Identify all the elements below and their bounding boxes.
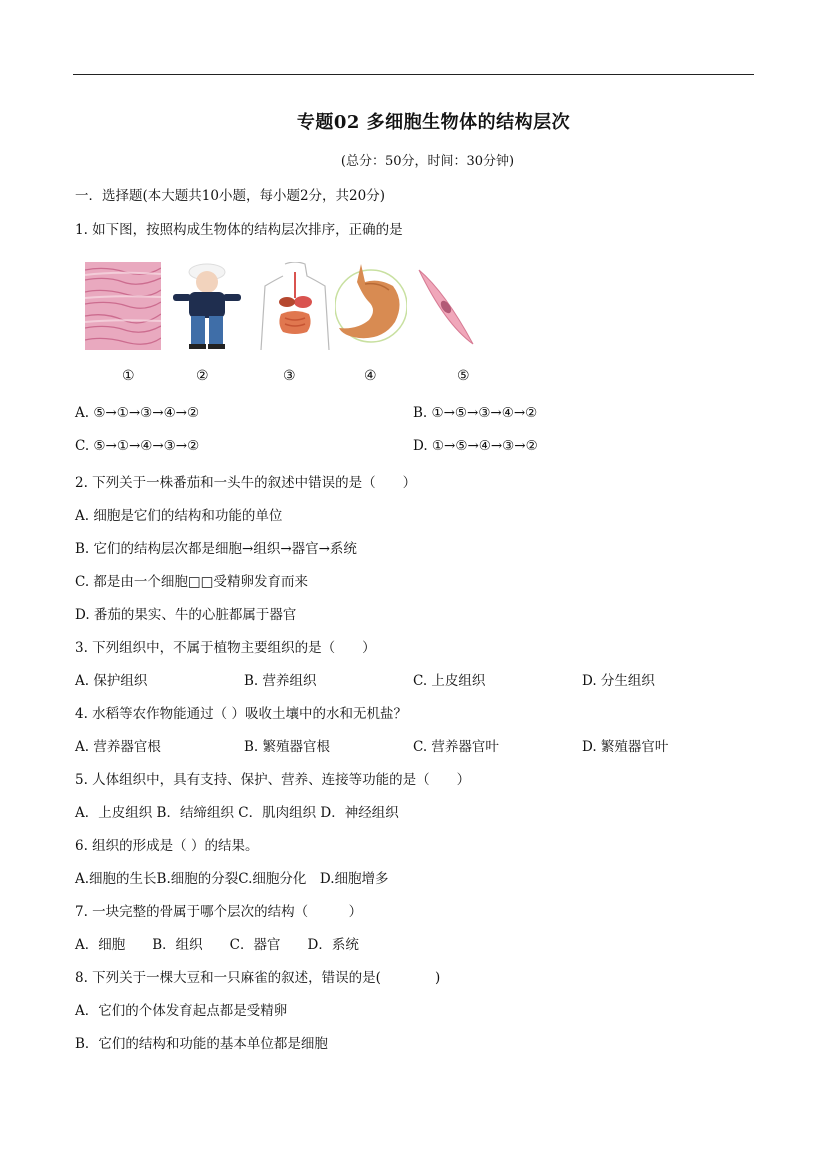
- q8-option-b: B．它们的结构和功能的基本单位都是细胞: [75, 1036, 328, 1052]
- q3-option-d: D. 分生组织: [582, 673, 655, 689]
- question-1-stem: 1. 如下图，按照构成生物体的结构层次排序，正确的是: [75, 222, 403, 238]
- figure-label-4: ④: [364, 368, 377, 384]
- q1-option-a: A. ⑤→①→③→④→②: [75, 405, 200, 421]
- question-5-stem: 5. 人体组织中，具有支持、保护、营养、连接等功能的是（ ）: [75, 772, 471, 788]
- header-rule: [73, 74, 754, 75]
- q6-options: A.细胞的生长B.细胞的分裂C.细胞分化 D.细胞增多: [75, 871, 389, 887]
- baby-image: [163, 262, 253, 350]
- q2-option-c: C. 都是由一个细胞□□受精卵发育而来: [75, 574, 308, 590]
- muscle-tissue-image: [85, 262, 161, 350]
- question-2-stem: 2. 下列关于一株番茄和一头牛的叙述中错误的是（ ）: [75, 475, 417, 491]
- q8-option-a: A．它们的个体发育起点都是受精卵: [75, 1003, 288, 1019]
- q4-option-a: A. 营养器官根: [75, 739, 161, 755]
- question-4-stem: 4. 水稻等农作物能通过（ ）吸收土壤中的水和无机盐？: [75, 706, 407, 722]
- q4-option-b: B. 繁殖器官根: [244, 739, 331, 755]
- q4-option-c: C. 营养器官叶: [413, 739, 499, 755]
- figure-label-3: ③: [283, 368, 296, 384]
- q7-options: A．细胞 B．组织 C．器官 D．系统: [75, 937, 359, 953]
- q1-option-d: D. ①→⑤→④→③→②: [413, 438, 538, 454]
- section-heading: 一．选择题(本大题共10小题，每小题2分，共20分): [75, 188, 385, 204]
- q5-options: A．上皮组织 B．结缔组织 C．肌肉组织 D．神经组织: [75, 805, 399, 821]
- page-title: 专题02 多细胞生物体的结构层次: [296, 112, 571, 133]
- question-7-stem: 7. 一块完整的骨属于哪个层次的结构（ ）: [75, 904, 363, 920]
- q1-option-b: B. ①→⑤→③→④→②: [413, 405, 538, 421]
- q3-option-a: A. 保护组织: [75, 673, 148, 689]
- q3-option-b: B. 营养组织: [244, 673, 317, 689]
- question-3-stem: 3. 下列组织中，不属于植物主要组织的是（ ）: [75, 640, 376, 656]
- score-info: (总分：50分，时间：30分钟): [340, 154, 515, 169]
- q2-option-d: D. 番茄的果实、牛的心脏都属于器官: [75, 607, 297, 623]
- question-8-stem: 8. 下列关于一棵大豆和一只麻雀的叙述，错误的是( ): [75, 970, 441, 986]
- digestive-system-image: [255, 262, 335, 350]
- stomach-image: [335, 262, 407, 350]
- figure-label-1: ①: [122, 368, 135, 384]
- q2-option-b: B. 它们的结构层次都是细胞→组织→器官→系统: [75, 541, 357, 557]
- question-6-stem: 6. 组织的形成是（ ）的结果。: [75, 838, 259, 854]
- q2-option-a: A. 细胞是它们的结构和功能的单位: [75, 508, 283, 524]
- q4-option-d: D. 繁殖器官叶: [582, 739, 669, 755]
- q1-option-c: C. ⑤→①→④→③→②: [75, 438, 200, 454]
- muscle-cell-image: [415, 262, 477, 350]
- figure-label-5: ⑤: [457, 368, 470, 384]
- figure-label-2: ②: [196, 368, 209, 384]
- q3-option-c: C. 上皮组织: [413, 673, 486, 689]
